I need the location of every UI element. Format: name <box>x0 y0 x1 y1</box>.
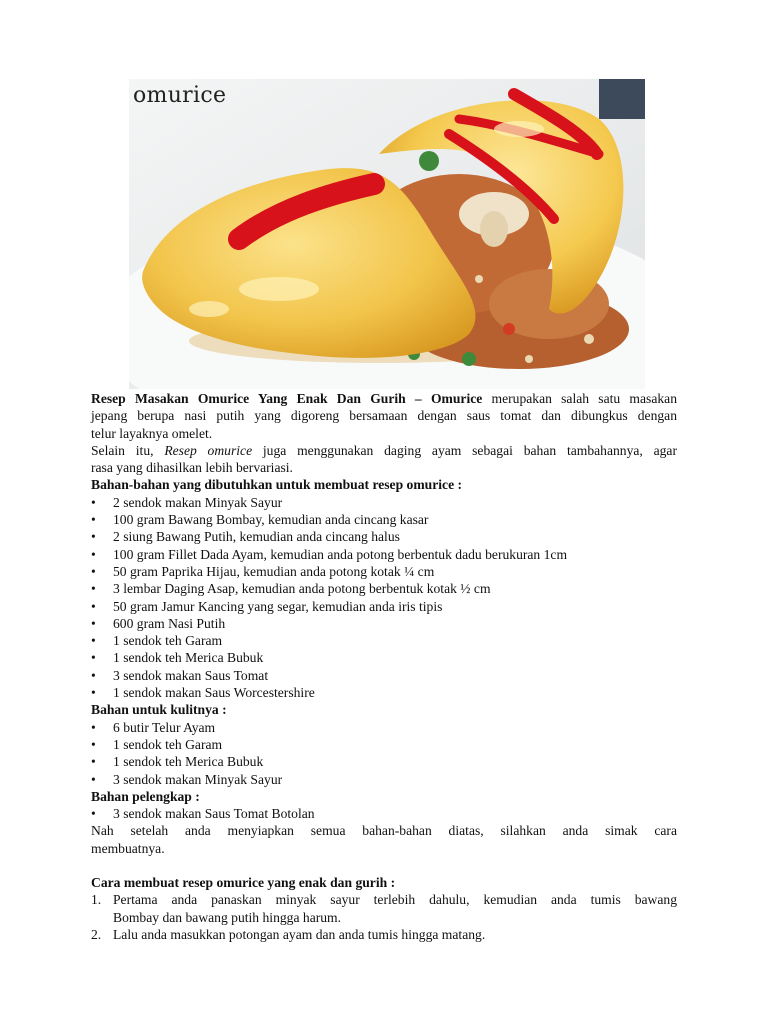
list-item: • 100 gram Fillet Dada Ayam, kemudian anda potong berbentuk dadu berukuran 1cm <box>91 546 677 563</box>
list-item: • 3 sendok makan Minyak Sayur <box>91 771 677 788</box>
list-item: • 50 gram Jamur Kancing yang segar, kemudian anda iris tipis <box>91 598 677 615</box>
complement-list <box>91 805 677 822</box>
spacer <box>91 857 677 874</box>
list-item: • 1 sendok teh Garam <box>91 632 677 649</box>
omurice-photo <box>129 79 645 389</box>
list-item: • 1 sendok teh Garam <box>91 736 677 753</box>
outro-line-1: Nah setelah anda menyiapkan semua bahan-bahan diatas, silahkan anda simak cara <box>91 823 677 839</box>
step-line: Pertama anda panaskan minyak sayur terlebih dahulu, kemudian anda tumis bawang <box>113 892 677 908</box>
background-corner <box>599 79 645 119</box>
list-item: • 50 gram Paprika Hijau, kemudian anda potong kotak ¼ cm <box>91 563 677 580</box>
list-item: • 6 butir Telur Ayam <box>91 719 677 736</box>
intro-line-3: telur layaknya omelet. <box>91 425 213 441</box>
para2-prefix: Selain itu, <box>91 442 165 458</box>
method-steps <box>91 891 677 943</box>
ingredients-list <box>91 494 677 702</box>
list-item: • 100 gram Bawang Bombay, kemudian anda cincang kasar <box>91 511 677 528</box>
step-item <box>91 926 677 943</box>
para2-rest: juga menggunakan daging ayam sebagai bahan tambahannya, agar <box>252 442 677 458</box>
ingredients-heading: Bahan-bahan yang dibutuhkan untuk membuat resep omurice : <box>91 477 463 493</box>
recipe-document <box>91 390 677 943</box>
para2-italic: Resep omurice <box>164 442 253 458</box>
list-item: • 2 sendok makan Minyak Sayur <box>91 494 677 511</box>
skin-list <box>91 719 677 788</box>
omurice-illustration <box>129 79 645 389</box>
list-item: • 3 sendok makan Saus Tomat <box>91 667 677 684</box>
list-item: • 2 siung Bawang Putih, kemudian anda cincang halus <box>91 528 677 545</box>
para2-line-1 <box>91 442 677 459</box>
list-item: • 600 gram Nasi Putih <box>91 615 677 632</box>
intro-line-1-rest: merupakan salah satu masakan <box>482 391 677 406</box>
step-number: 1. <box>91 892 102 908</box>
complement-heading: Bahan pelengkap : <box>91 788 200 804</box>
intro-line-1 <box>91 390 677 407</box>
list-item: • 3 sendok makan Saus Tomat Botolan <box>91 805 677 822</box>
list-item: • 3 lembar Daging Asap, kemudian anda potong berbentuk kotak ½ cm <box>91 580 677 597</box>
list-item: • 1 sendok teh Merica Bubuk <box>91 649 677 666</box>
image-caption: omurice <box>133 83 227 108</box>
skin-heading: Bahan untuk kulitnya : <box>91 702 227 718</box>
intro-line-2: jepang berupa nasi putih yang digoreng bersamaan dengan saus tomat dan dibungkus dengan <box>91 408 677 424</box>
para2-line-2: rasa yang dihasilkan lebih bervariasi. <box>91 460 293 476</box>
method-heading: Cara membuat resep omurice yang enak dan gurih : <box>91 875 396 891</box>
list-item: • 1 sendok makan Saus Worcestershire <box>91 684 677 701</box>
step-number: 2. <box>91 926 102 942</box>
step-line: Lalu anda masukkan potongan ayam dan anda tumis hingga matang. <box>113 926 486 942</box>
outro-line-2: membuatnya. <box>91 840 165 856</box>
intro-title: Resep Masakan Omurice Yang Enak Dan Gurih – Omurice <box>91 391 483 406</box>
step-item <box>91 891 677 926</box>
list-item: • 1 sendok teh Merica Bubuk <box>91 753 677 770</box>
step-line: Bombay dan bawang putih hingga harum. <box>113 909 342 925</box>
